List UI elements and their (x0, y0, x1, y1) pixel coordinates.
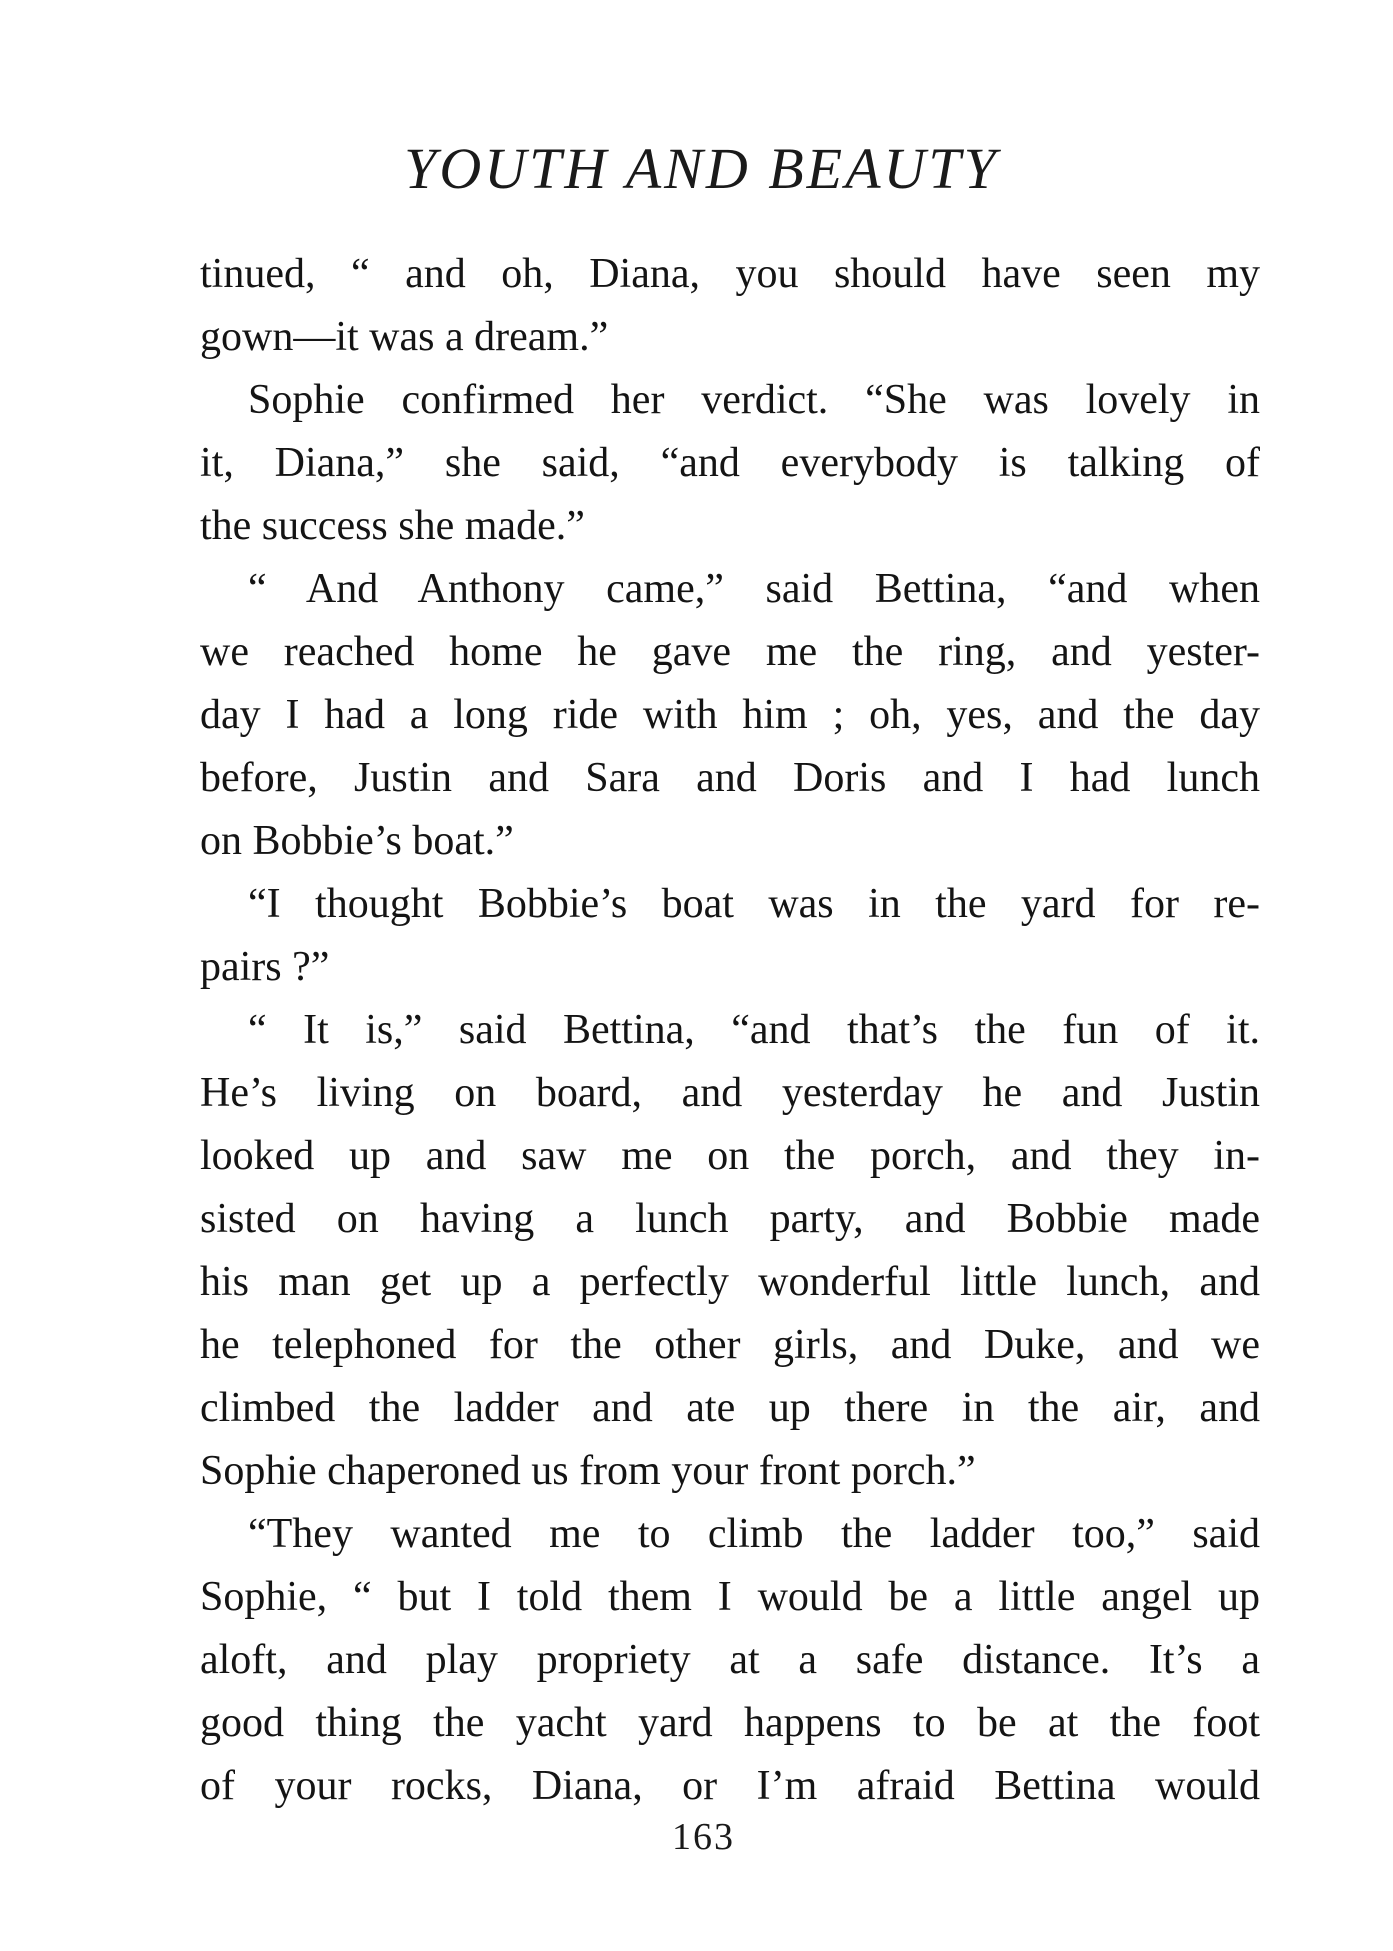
text-line: He’s living on board, and yesterday he and Justin (200, 1070, 1260, 1116)
text-line: “I thought Bobbie’s boat was in the yard for re- (248, 881, 1260, 927)
text-line: “ It is,” said Bettina, “and that’s the fun of it. (248, 1007, 1260, 1053)
body-text (200, 243, 1260, 1818)
text-line: looked up and saw me on the porch, and they in- (200, 1133, 1260, 1179)
text-line: “They wanted me to climb the ladder too,” said (248, 1511, 1260, 1557)
text-line: “ And Anthony came,” said Bettina, “and when (248, 566, 1260, 612)
text-line: day I had a long ride with him ; oh, yes, and the day (200, 692, 1260, 738)
text-line: good thing the yacht yard happens to be at the foot (200, 1700, 1260, 1746)
text-line: sisted on having a lunch party, and Bobbie made (200, 1196, 1260, 1242)
text-line: pairs ?” (200, 944, 330, 990)
text-line: before, Justin and Sara and Doris and I had lunch (200, 755, 1260, 801)
running-head: YOUTH AND BEAUTY (404, 136, 999, 201)
text-line: climbed the ladder and ate up there in the air, and (200, 1385, 1260, 1431)
page-number: 163 (672, 1816, 735, 1858)
text-line: aloft, and play propriety at a safe distance. It’s a (200, 1637, 1260, 1683)
text-line: of your rocks, Diana, or I’m afraid Bettina would (200, 1763, 1260, 1809)
text-line: Sophie, “ but I told them I would be a little angel up (200, 1574, 1260, 1620)
text-line: the success she made.” (200, 503, 585, 549)
text-line: gown—it was a dream.” (200, 314, 609, 360)
text-line: tinued, “ and oh, Diana, you should have seen my (200, 251, 1260, 297)
text-line: he telephoned for the other girls, and Duke, and we (200, 1322, 1260, 1368)
text-line: his man get up a perfectly wonderful little lunch, and (200, 1259, 1260, 1305)
text-line: Sophie chaperoned us from your front porch.” (200, 1448, 976, 1494)
text-line: we reached home he gave me the ring, and yester- (200, 629, 1260, 675)
text-line: it, Diana,” she said, “and everybody is talking of (200, 440, 1260, 486)
text-line: on Bobbie’s boat.” (200, 818, 514, 864)
text-line: Sophie confirmed her verdict. “She was lovely in (248, 377, 1260, 423)
